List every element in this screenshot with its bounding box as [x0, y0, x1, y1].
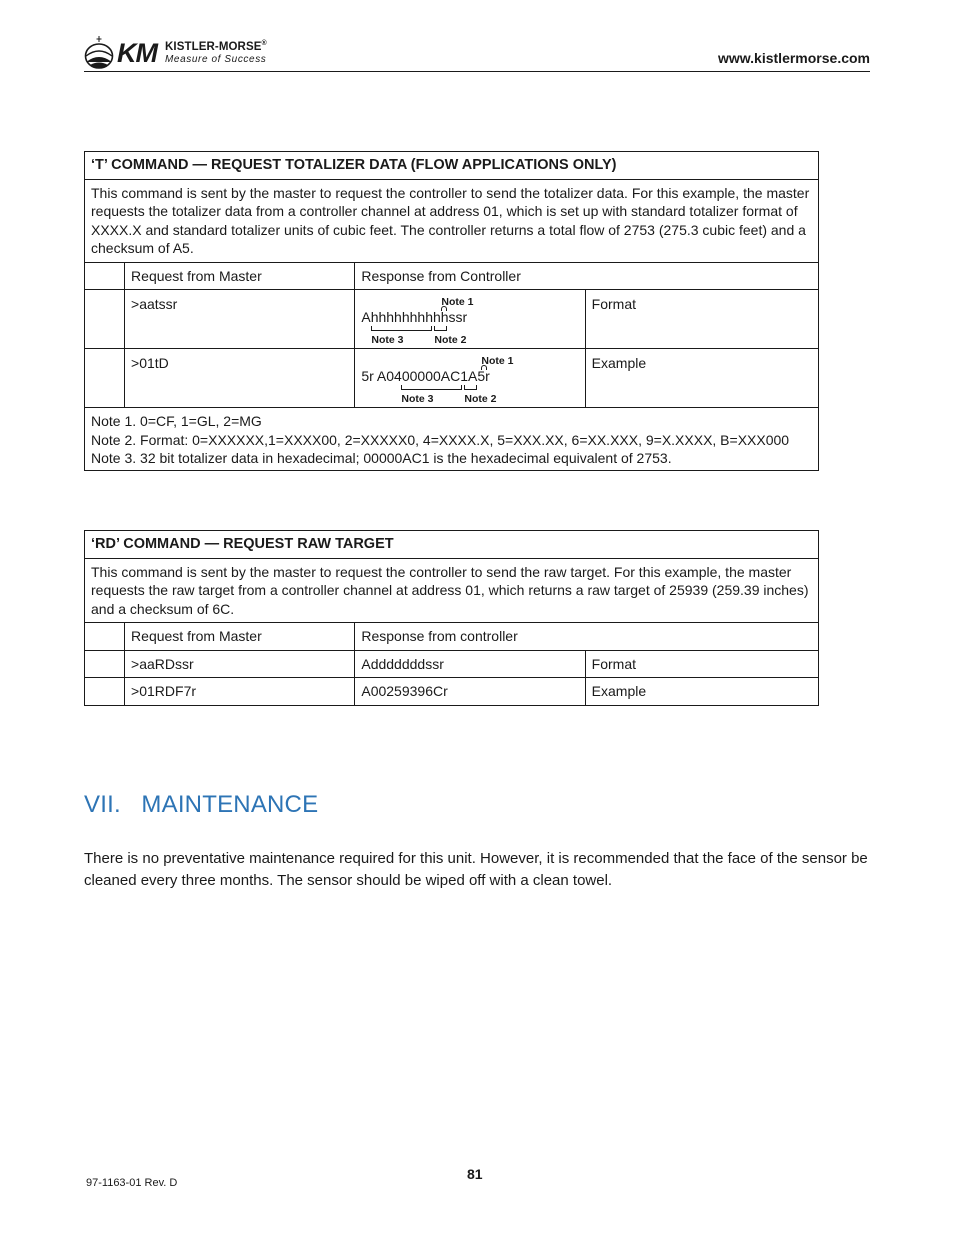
empty-cell [85, 623, 125, 651]
column-header-request: Request from Master [125, 623, 355, 651]
response-cell: Adddddddssr [355, 650, 585, 678]
header-divider [84, 71, 870, 72]
annotated-response [361, 292, 578, 346]
rd-command-table [84, 530, 819, 706]
row-label-cell: Example [585, 678, 818, 706]
request-cell: >aatssr [125, 290, 355, 349]
company-logo [84, 36, 284, 70]
table-header-row [85, 262, 819, 290]
table-description-row [85, 558, 819, 623]
response-cell [355, 290, 585, 349]
note-3-text: Note 3. 32 bit totalizer data in hexadecimal; 00000AC1 is the hexadecimal equivalent of 2753. [91, 450, 672, 466]
page-number: 81 [467, 1166, 483, 1182]
note-1-label: Note 1 [441, 296, 474, 308]
note-2-label: Note 2 [464, 393, 497, 405]
empty-cell [85, 290, 125, 349]
table-title-row [85, 531, 819, 559]
table-row [85, 349, 819, 408]
t-command-table [84, 151, 819, 471]
rd-command-description: This command is sent by the master to request the controller to send the raw target. For this example, the master requests the raw target from a controller channel at address 01, which returns a raw target of 25939 (259.39 inches) and a checksum of 6C. [85, 558, 819, 623]
column-header-response: Response from controller [355, 623, 819, 651]
row-label-cell: Format [585, 650, 818, 678]
table-description-row [85, 179, 819, 262]
table-row [85, 678, 819, 706]
response-cell: A00259396Cr [355, 678, 585, 706]
annotated-response [361, 351, 578, 405]
table-title-row [85, 152, 819, 180]
note-3-label: Note 3 [401, 393, 434, 405]
section-heading: VII. MAINTENANCE [84, 791, 319, 818]
empty-cell [85, 349, 125, 408]
column-header-request: Request from Master [125, 262, 355, 290]
request-cell: >01RDF7r [125, 678, 355, 706]
empty-cell [85, 262, 125, 290]
note-2-text: Note 2. Format: 0=XXXXXX,1=XXXX00, 2=XXXXX0, 4=XXXX.X, 5=XXX.XX, 6=XX.XXX, 9=X.XXXX, B=XXX000 [91, 431, 790, 448]
table-row [85, 290, 819, 349]
t-command-title: ‘T’ COMMAND — REQUEST TOTALIZER DATA (FLOW APPLICATIONS ONLY) [85, 152, 819, 180]
table-notes-row [85, 408, 819, 471]
logo-brand-name: KISTLER-MORSE® [165, 40, 267, 53]
note-3-label: Note 3 [371, 334, 404, 346]
response-cell [355, 349, 585, 408]
request-cell: >01tD [125, 349, 355, 408]
empty-cell [85, 678, 125, 706]
note-2-label: Note 2 [434, 334, 467, 346]
website-url[interactable]: www.kistlermorse.com [718, 50, 870, 66]
document-id: 97-1163-01 Rev. D [86, 1177, 178, 1189]
note-1-label: Note 1 [481, 355, 514, 367]
response-string: 5r A0400000AC1A5r [361, 368, 490, 384]
row-label-cell: Format [585, 290, 818, 349]
rd-command-title: ‘RD’ COMMAND — REQUEST RAW TARGET [85, 531, 819, 559]
table-header-row [85, 623, 819, 651]
logo-tagline: Measure of Success [165, 54, 267, 65]
logo-km-mark: KM [117, 38, 157, 68]
row-label-cell: Example [585, 349, 818, 408]
notes-cell [85, 408, 819, 471]
column-header-response: Response from Controller [355, 262, 819, 290]
table-row [85, 650, 819, 678]
response-string: Ahhhhhhhhhhssr [361, 309, 468, 325]
note-1-text: Note 1. 0=CF, 1=GL, 2=MG [91, 413, 262, 429]
t-command-description: This command is sent by the master to request the controller to send the totalizer data. For this example, the master requests the totalizer data from a controller channel at address 01, which is set up with standard totalizer format of XXXX.X and standard totalizer units of cubic feet. The controller returns a total flow of 2753 (275.3 cubic feet) and a checksum of A5. [85, 179, 819, 262]
request-cell: >aaRDssr [125, 650, 355, 678]
empty-cell [85, 650, 125, 678]
globe-emblem-icon [84, 36, 114, 70]
section-body-text: There is no preventative maintenance required for this unit. However, it is recommended that the face of the sensor be cleaned every three months. The sensor should be wiped off with a clean towel. [84, 850, 868, 889]
